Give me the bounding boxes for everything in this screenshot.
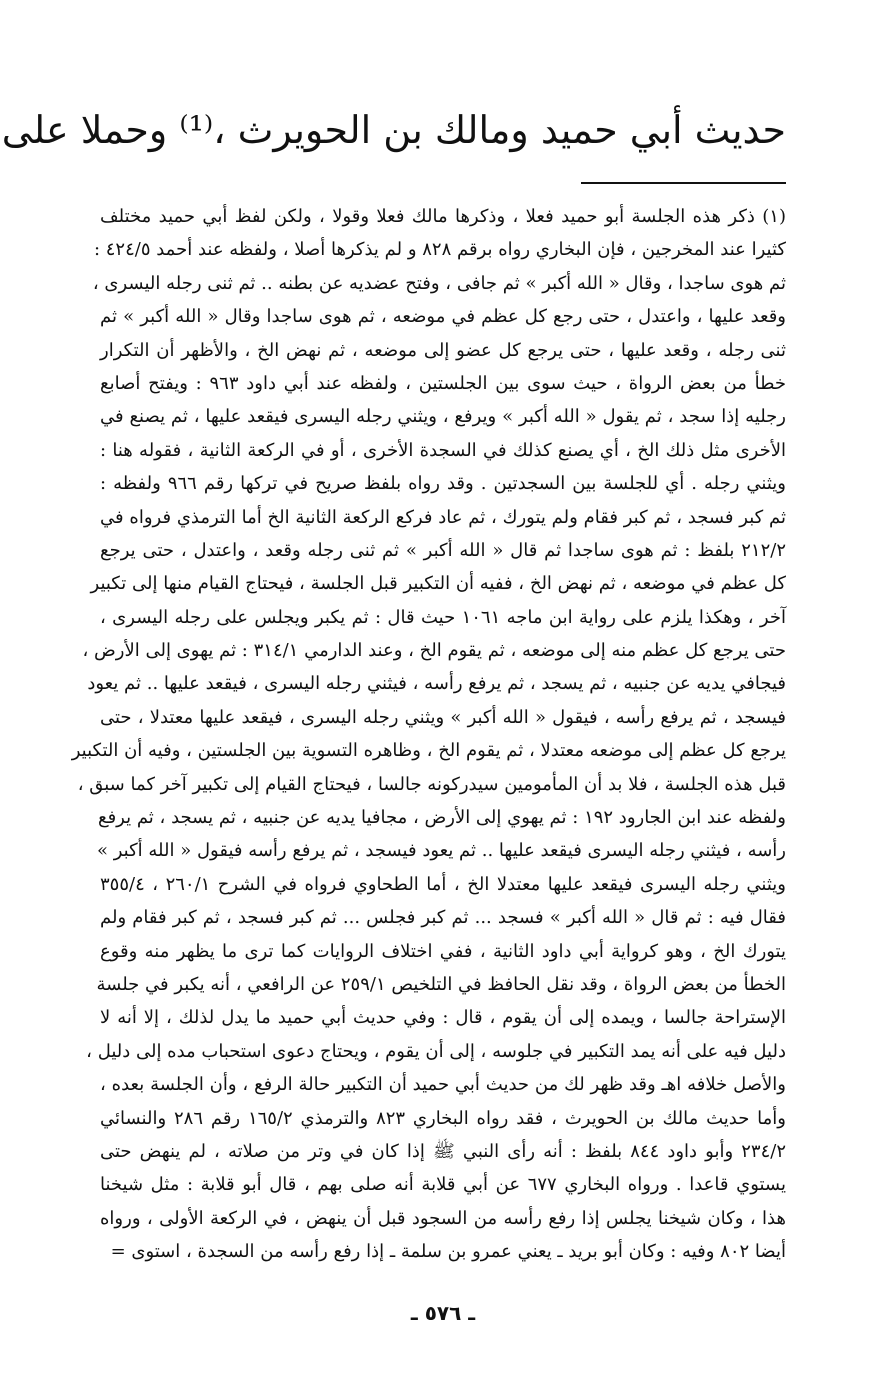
footnote-line: ثنى رجله ، وقعد عليها ، حتى يرجع كل عضو إلى موضعه ، ثم نهض الخ ، والأظهر أن التكرار	[100, 339, 786, 361]
footnote-line: الأخرى مثل ذلك الخ ، أي يصنع كذلك في السجدة الأخرى ، أو في الركعة الثانية ، فقوله هنا :	[100, 439, 786, 461]
footnote-line: الخطأ من بعض الرواة ، وقد نقل الحافظ في التلخيص ٢٥٩/١ عن الرافعي ، أنه يكبر في جلسة	[96, 973, 786, 995]
footnote-line: يرجع كل عظم إلى موضعه معتدلا ، ثم يقوم الخ ، وظاهره التسوية بين الجلستين ، وفيه أن التكبير	[71, 740, 786, 762]
footnote-line: ثم كبر فسجد ، ثم كبر فقام ولم يتورك ، ثم عاد فركع الركعة الثانية الخ أما الترمذي فرواه في	[100, 506, 786, 528]
footnote-separator	[581, 182, 786, 184]
footnote-line: فقال فيه : ثم قال « الله أكبر » فسجد ... ثم كبر فجلس ... ثم كبر فسجد ، ثم كبر فقام ولم	[100, 907, 786, 929]
footnote-line: وأما حديث مالك بن الحويرث ، فقد رواه البخاري ٨٢٣ والترمذي ١٦٥/٢ رقم ٢٨٦ والنسائي	[100, 1107, 786, 1129]
footnote-line: يستوي قاعدا . ورواه البخاري ٦٧٧ عن أبي قلابة أنه صلى بهم ، قال أبو قلابة : مثل شيخنا	[100, 1174, 786, 1196]
footnote-block	[71, 200, 786, 1269]
footnote-line: آخر ، وهكذا يلزم على رواية ابن ماجه ١٠٦١ حيث قال : ثم يكبر ويجلس على رجله اليسرى ،	[100, 606, 786, 628]
footnote-line: حتى يرجع كل عظم منه إلى موضعه ، ثم يقوم الخ ، وعند الدارمي ٣١٤/١ : ثم يهوى إلى الأرض ،	[82, 640, 786, 662]
footnote-line: خطأ من بعض الرواة ، حيث سوى بين الجلستين ، ولفظه عند أبي داود ٩٦٣ : ويفتح أصابع	[100, 372, 786, 394]
footnote-line: وقعد عليها ، واعتدل ، حتى رجع كل عظم في موضعه ، ثم هوى ساجدا وقال « الله أكبر » ثم	[100, 306, 786, 328]
footnote-line: ٢٣٤/٢ وأبو داود ٨٤٤ بلفظ : أنه رأى النبي ﷺ إذا كان في وتر من صلاته ، لم ينهض حتى	[100, 1140, 786, 1162]
footnote-line: كثيرا عند المخرجين ، فإن البخاري رواه برقم ٨٢٨ و لم يذكرها أصلا ، ولفظه عند أحمد ٤٢٤/٥ :	[93, 239, 786, 261]
footnote-line: فيجافي يديه عن جنبيه ، ثم يسجد ، ثم يرفع رأسه ، فيثني رجله اليسرى ، فيقعد عليها .. ثم يعود	[87, 673, 786, 695]
footnote-line: هذا ، وكان شيخنا يجلس إذا رفع رأسه من السجود قبل أن ينهض ، في الركعة الأولى ، ورواه	[100, 1207, 786, 1229]
page-number: ـ ٥٧٦ ـ	[410, 1301, 476, 1325]
footnote-line: ثم هوى ساجدا ، وقال « الله أكبر » ثم جافى ، وفتح عضديه عن بطنه .. ثم ثنى رجله اليسرى ،	[92, 272, 786, 294]
footnote-line: دليل فيه على أنه يمد التكبير في جلوسه ، إلى أن يقوم ، ويحتاج دعوى استحباب مده إلى دليل ،	[86, 1040, 786, 1062]
footnote-line: كل عظم في موضعه ، ثم نهض الخ ، ففيه أن التكبير قبل الجلسة ، فيحتاج القيام منها إلى تكبير	[90, 573, 786, 595]
footnote-line: ولفظه عند ابن الجارود ١٩٢ : ثم يهوي إلى الأرض ، مجافيا يديه عن جنبيه ، ثم يسجد ، ثم يرفع	[97, 807, 786, 829]
footnote-line: ٢١٢/٢ بلفظ : ثم هوى ساجدا ثم قال « الله أكبر » ثم ثنى رجله وقعد ، واعتدل ، حتى يرجع	[100, 539, 786, 561]
footnote-line: يتورك الخ ، وهو كرواية أبي داود الثانية ، ففي اختلاف الروايات كما ترى ما يظهر منه وقوع	[100, 940, 786, 962]
footnote-line: (١) ذكر هذه الجلسة أبو حميد فعلا ، وذكرها مالك فعلا وقولا ، ولكن لفظ أبي حميد مختلف	[100, 206, 786, 227]
footnote-line: ويثني رجله . أي للجلسة بين السجدتين . وقد رواه بلفظ صريح في تركها رقم ٩٦٦ ولفظه :	[100, 473, 786, 495]
footnote-line: أيضا ٨٠٢ وفيه : وكان أبو بريد ـ يعني عمرو بن سلمة ـ إذا رفع رأسه من السجدة ، استوى =	[110, 1241, 786, 1263]
footnote-line: ويثني رجله اليسرى فيقعد عليها معتدلا الخ ، أما الطحاوي فرواه في الشرح ٢٦٠/١ ، ٣٥٥/٤	[100, 873, 786, 895]
footnote-line: قبل هذه الجلسة ، فلا بد أن المأمومين سيدركونه جالسا ، فيحتاج القيام إلى تكبير آخر كما سبق ،	[77, 773, 786, 795]
footnote-line: رجليه إذا سجد ، ثم يقول « الله أكبر » ويرفع ، ويثني رجله اليسرى فيقعد عليها ، ثم يصنع في	[100, 406, 786, 428]
heading-line: حديث أبي حميد ومالك بن الحويرث ،⁽¹⁾ وحملا على	[1, 108, 786, 152]
footnote-line: الإستراحة جالسا ، ويمده إلى أن يقوم ، قال : وفي حديث أبي حميد ما يدل لذلك ، إلا أنه لا	[100, 1007, 786, 1029]
footnote-line: فيسجد ، ثم يرفع رأسه ، فيقول « الله أكبر » ويثني رجله اليسرى ، فيقعد عليها معتدلا ، حتى	[100, 706, 786, 728]
footnote-line: والأصل خلافه اهـ وقد ظهر لك من حديث أبي حميد أن التكبير حالة الرفع ، وأن الجلسة بعده ،	[100, 1074, 786, 1096]
footnote-line: رأسه ، فيثني رجله اليسرى فيقعد عليها .. ثم يعود فيسجد ، ثم يرفع رأسه فيقول « الله أكبر »	[97, 840, 786, 862]
